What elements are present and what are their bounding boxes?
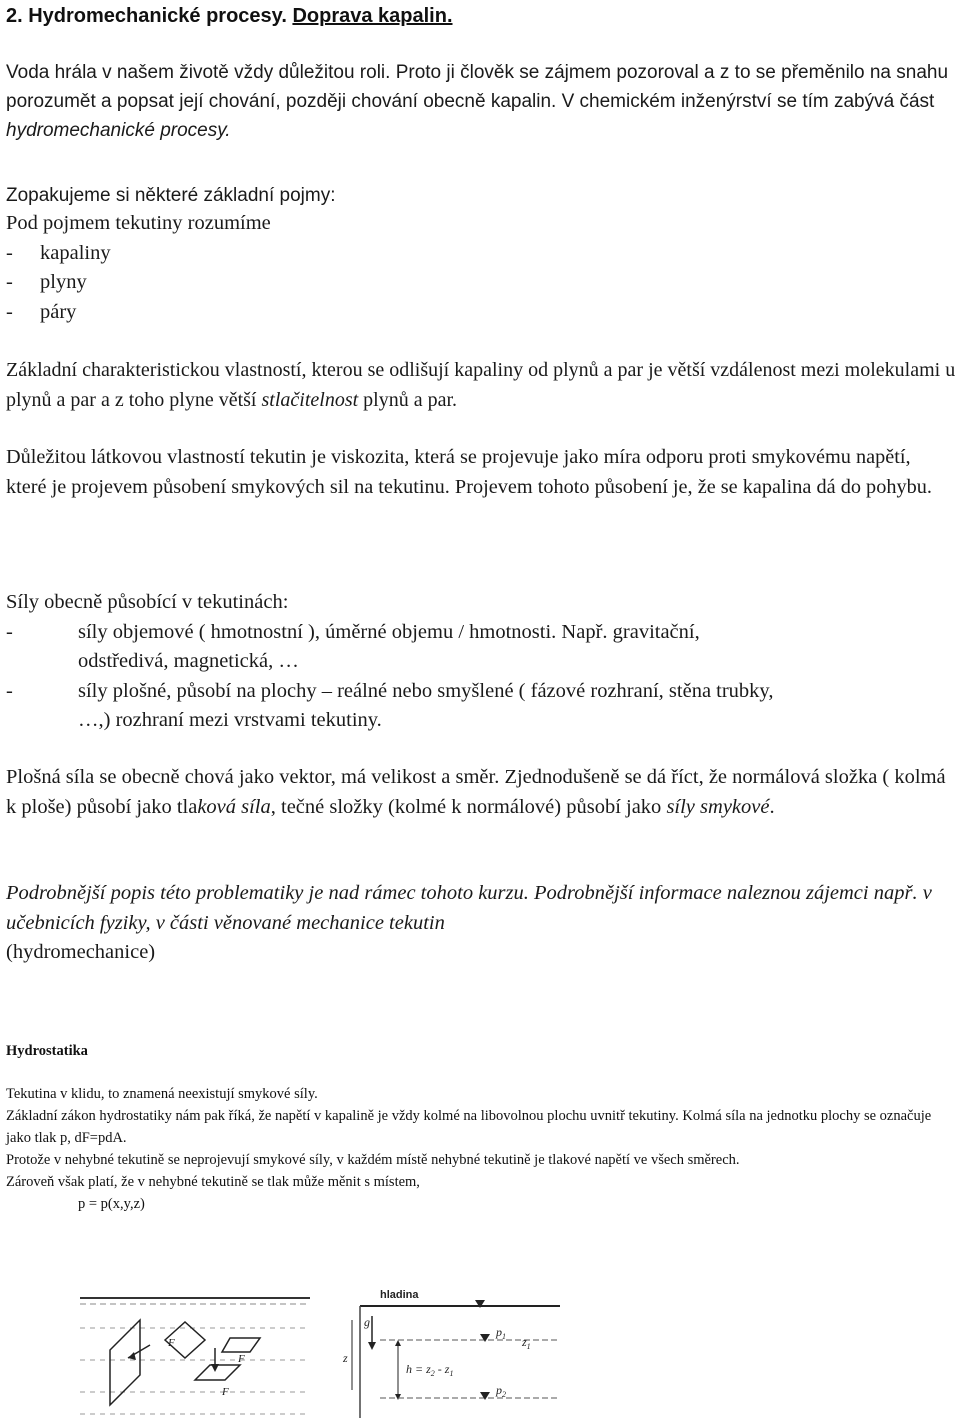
- characteristic-paragraph: Základní charakteristickou vlastností, kterou se odlišují kapaliny od plynů a par je větší vzdálenost mezi molekulami u plynů a par a z toho plyne větší stlačitelnost plynů a par.: [6, 359, 956, 411]
- p2-label: $p_2$: [496, 1383, 506, 1399]
- pressure-formula: p = p(x,y,z): [78, 1196, 145, 1212]
- basics-block: [6, 181, 956, 210]
- surface-force-paragraph: Plošná síla se obecně chová jako vektor, má velikost a směr. Zjednodušeně se dá říct, že normálová složka ( kolmá k ploše) působí jako tlaková síla, tečné složky (kolmé k normálové) působí jako síly smykové.: [6, 766, 946, 818]
- right-diagram: [342, 1289, 560, 1418]
- viscosity-paragraph: Důležitou látkovou vlastností tekutin je viskozita, která se projevuje jako míra odporu proti smykovému napětí, které je projevem působení smykových sil na tekutinu. Projevem tohoto působení je, že se kapalina dá do pohybu.: [6, 446, 932, 498]
- surface-label: hladina: [380, 1289, 419, 1301]
- list-item: - síly objemové ( hmotnostní ), úměrné objemu / hmotnosti. Např. gravitační,: [6, 620, 700, 643]
- intro-text: Voda hrála v našem životě vždy důležitou roli. Proto ji člověk se zájmem pozoroval a z to se přeměnilo na snahu porozumět a popsat její chování, později chování obecně kapalin. V chemickém inženýrství se tím zabývá část: [6, 62, 949, 112]
- force-label: F: [168, 1337, 175, 1349]
- page-heading: [6, 3, 956, 29]
- figure-svg: [0, 1280, 960, 1418]
- list-item: - páry: [6, 300, 77, 323]
- force-label: F: [222, 1386, 229, 1398]
- intro-italic: hydromechanické procesy.: [6, 120, 231, 141]
- list-item: - kapaliny: [6, 241, 111, 264]
- p1-label: $p_1$: [496, 1325, 506, 1341]
- left-diagram: [80, 1298, 310, 1414]
- heading-part1: 2. Hydromechanické procesy.: [6, 5, 287, 27]
- height-equation: $h = z_2 - z_1$: [406, 1362, 454, 1378]
- further-reading-paragraph: Podrobnější popis této problematiky je nad rámec tohoto kurzu. Podrobnější informace naleznou zájemci např. v učebnicích fyziky, v části věnované mechanice tekutin (hydromechanice): [6, 882, 932, 963]
- basics-line2: Pod pojmem tekutiny rozumíme: [6, 212, 271, 234]
- forces-block: [6, 588, 956, 736]
- intro-paragraph: [6, 58, 956, 145]
- basics-line1: Zopakujeme si některé základní pojmy:: [6, 185, 336, 206]
- list-item-continuation: odstředivá, magnetická, …: [78, 650, 299, 672]
- heading-part2: Doprava kapalin.: [292, 5, 453, 27]
- z1-label: $z_1$: [522, 1335, 531, 1351]
- forces-intro: Síly obecně působící v tekutinách:: [6, 591, 289, 613]
- hydrostatics-figure: [0, 1280, 960, 1418]
- basics-list-block: [6, 209, 956, 327]
- list-item: - plyny: [6, 271, 87, 293]
- z-axis-label: z: [343, 1351, 348, 1365]
- force-label: F: [238, 1353, 245, 1365]
- gravity-label: g: [364, 1315, 370, 1329]
- hydrostatics-title: Hydrostatika: [6, 1043, 88, 1059]
- hydrostatics-block: Tekutina v klidu, to znamená neexistují smykové síly. Základní zákon hydrostatiky nám pak říká, že napětí v kapalině je vždy kolmé na libovolnou plochu uvnitř tekutiny. Kolmá síla na jednotku plochy se označuje jako tlak p, dF=pdA. Protože v nehybné tekutině se neprojevují smykové síly, v každém místě nehybné tekutině je tlakové napětí ve všech směrech. Zároveň však platí, že v nehybné tekutině se tlak může měnit s místem, p = p(x,y,z): [6, 1083, 956, 1215]
- list-item-continuation: …,) rozhraní mezi vrstvami tekutiny.: [78, 709, 382, 731]
- list-item: - síly plošné, působí na plochy – reálné nebo smyšlené ( fázové rozhraní, stěna trubky,: [6, 679, 774, 702]
